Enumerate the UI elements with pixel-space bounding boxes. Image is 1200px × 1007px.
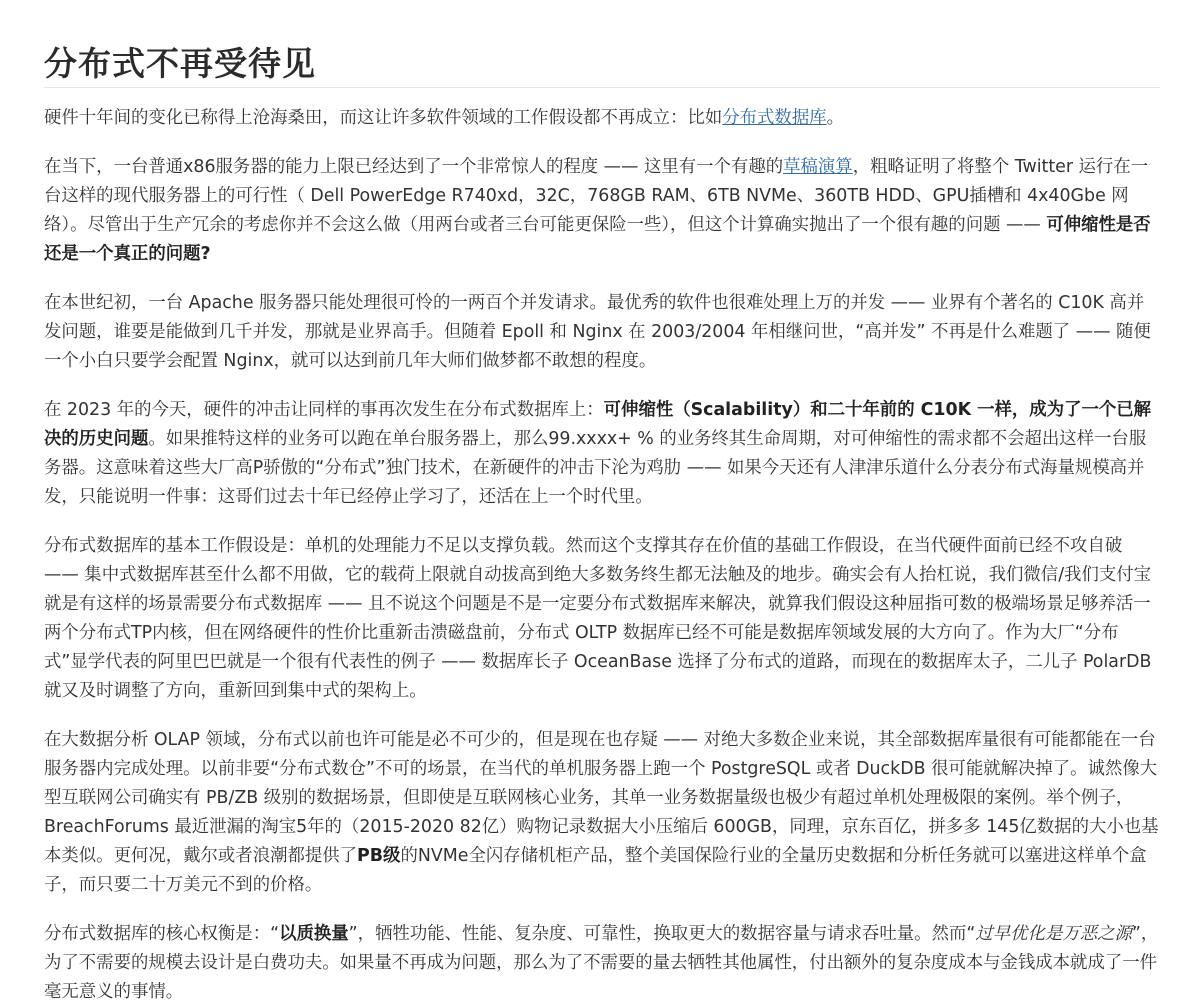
paragraph-4-text: 在 2023 年的今天，硬件的冲击让同样的事再次发生在分布式数据库上： <box>44 400 604 420</box>
paragraph-6 <box>44 726 1160 900</box>
napkin-math-link[interactable]: 草稿演算 <box>783 157 853 177</box>
paragraph-5: 分布式数据库的基本工作假设是：单机的处理能力不足以支撑负载。然而这个支撑其存在价值的基础工作假设，在当代硬件面前已经不攻自破 —— 集中式数据库甚至什么都不用做，它的载荷上限就自动拔高到绝大多数务终生都无法触及的地步。确实会有人抬杠说，我们微信/我们支付宝就是有这样的场景需要分布式数据库 —— 且不说这个问题是不是一定要分布式数据库来解决，就算我们假设这种屈指可数的极端场景足够养活一两个分布式TP内核，但在网络硬件的性价比重新击溃磁盘前，分布式 OLTP 数据库已经不可能是数据库领域发展的大方向了。作为大厂“分布式”显学代表的阿里巴巴就是一个很有代表性的例子 —— 数据库长子 OceanBase 选择了分布式的道路，而现在的数据库太子，二儿子 PolarDB 就又及时调整了方向，重新回到集中式的架构上。 <box>44 536 1152 701</box>
paragraph-3: 在本世纪初，一台 Apache 服务器只能处理很可怜的一两百个并发请求。最优秀的软件也很难处理上万的并发 —— 业界有个著名的 C10K 高并发问题，谁要是能做到几千并发，那就是业界高手。但随着 Epoll 和 Nginx 在 2003/2004 年相继问世，“高并发” 不再是什么难题了 —— 随便一个小白只要学会配置 Nginx，就可以达到前几年大师们做梦都不敢想的程度。 <box>44 293 1151 371</box>
paragraph-7-text: 分布式数据库的核心权衡是：“ <box>44 924 280 944</box>
paragraph-2-bold: 可伸缩性是否还是一个真正的问题? <box>44 215 1151 264</box>
paragraph-7-italic: 过早优化是万恶之源 <box>975 924 1132 944</box>
paragraph-1-text: 硬件十年间的变化已称得上沧海桑田，而这让许多软件领域的工作假设都不再成立：比如 <box>44 108 723 128</box>
title-divider <box>44 87 1160 88</box>
page-title: 分布式不再受待见 <box>44 44 316 83</box>
paragraph-1-end: 。 <box>826 108 845 128</box>
paragraph-4-body: 。如果推特这样的业务可以跑在单台服务器上，那么99.xxxx+ % 的业务终其生命周期，对可伸缩性的需求都不会超出这样一台服务器。这意味着这些大厂高P骄傲的“分布式”独门技术，在新硬件的冲击下沦为鸡肋 —— 如果今天还有人津津乐道什么分表分布式海量规模高并发，只能说明一件事：这哥们过去十年已经停止学习了，还活在上一个时代里。 <box>44 429 1147 507</box>
paragraph-7-end: ”，为了不需要的规模去设计是白费功夫。如果量不再成为问题，那么为了不需要的量去牺牲其他属性，付出额外的复杂度成本与金钱成本就成了一件毫无意义的事情。 <box>44 924 1159 1002</box>
paragraph-6-bold: PB级 <box>357 846 401 866</box>
paragraph-4-bold: 可伸缩性（Scalability）和二十年前的 C10K 一样，成为了一个已解决的历史问题 <box>44 400 1152 449</box>
paragraph-4 <box>44 396 1160 512</box>
paragraph-2-body: ，粗略证明了将整个 Twitter 运行在一台这样的现代服务器上的可行性（ Dell PowerEdge R740xd，32C，768GB RAM、6TB NVMe、360TB HDD、GPU插槽和 4x40Gbe 网络）。尽管出于生产冗余的考虑你并不会这么做（用两台或者三台可能更保险一些），但这个计算确实抛出了一个很有趣的问题 —— <box>44 157 1149 235</box>
paragraph-6-text: 在大数据分析 OLAP 领域，分布式以前也许可能是必不可少的，但是现在也存疑 —— 对绝大多数企业来说，其全部数据库量很有可能都能在一台服务器内完成处理。以前非要“分布式数仓”不可的场景，在当代的单机服务器上跑一个 PostgreSQL 或者 DuckDB 很可能就解决掉了。诚然像大型互联网公司确实有 PB/ZB 级别的数据场景，但即使是互联网核心业务，其单一业务数据量级也极少有超过单机处理极限的案例。举个例子，BreachForums 最近泄漏的淘宝5年的（2015-2020 82亿）购物记录数据大小压缩后 600GB，同理，京东百亿，拼多多 145亿数据的大小也基本类似。更何况，戴尔或者浪潮都提供了 <box>44 730 1159 866</box>
paragraph-7-mid: ”，牺牲功能、性能、复杂度、可靠性，换取更大的数据容量与请求吞吐量。然而“ <box>348 924 976 944</box>
paragraph-6-body: 的NVMe全闪存储机柜产品，整个美国保险行业的全量历史数据和分析任务就可以塞进这样单个盒子，而只要二十万美元不到的价格。 <box>44 846 1147 895</box>
distributed-database-link[interactable]: 分布式数据库 <box>722 108 827 128</box>
paragraph-1 <box>44 104 1160 133</box>
paragraph-7 <box>44 920 1160 1007</box>
paragraph-2-text: 在当下，一台普通x86服务器的能力上限已经达到了一个非常惊人的程度 —— 这里有一个有趣的 <box>44 157 784 177</box>
paragraph-2 <box>44 153 1160 269</box>
paragraph-7-bold: 以质换量 <box>279 924 349 944</box>
